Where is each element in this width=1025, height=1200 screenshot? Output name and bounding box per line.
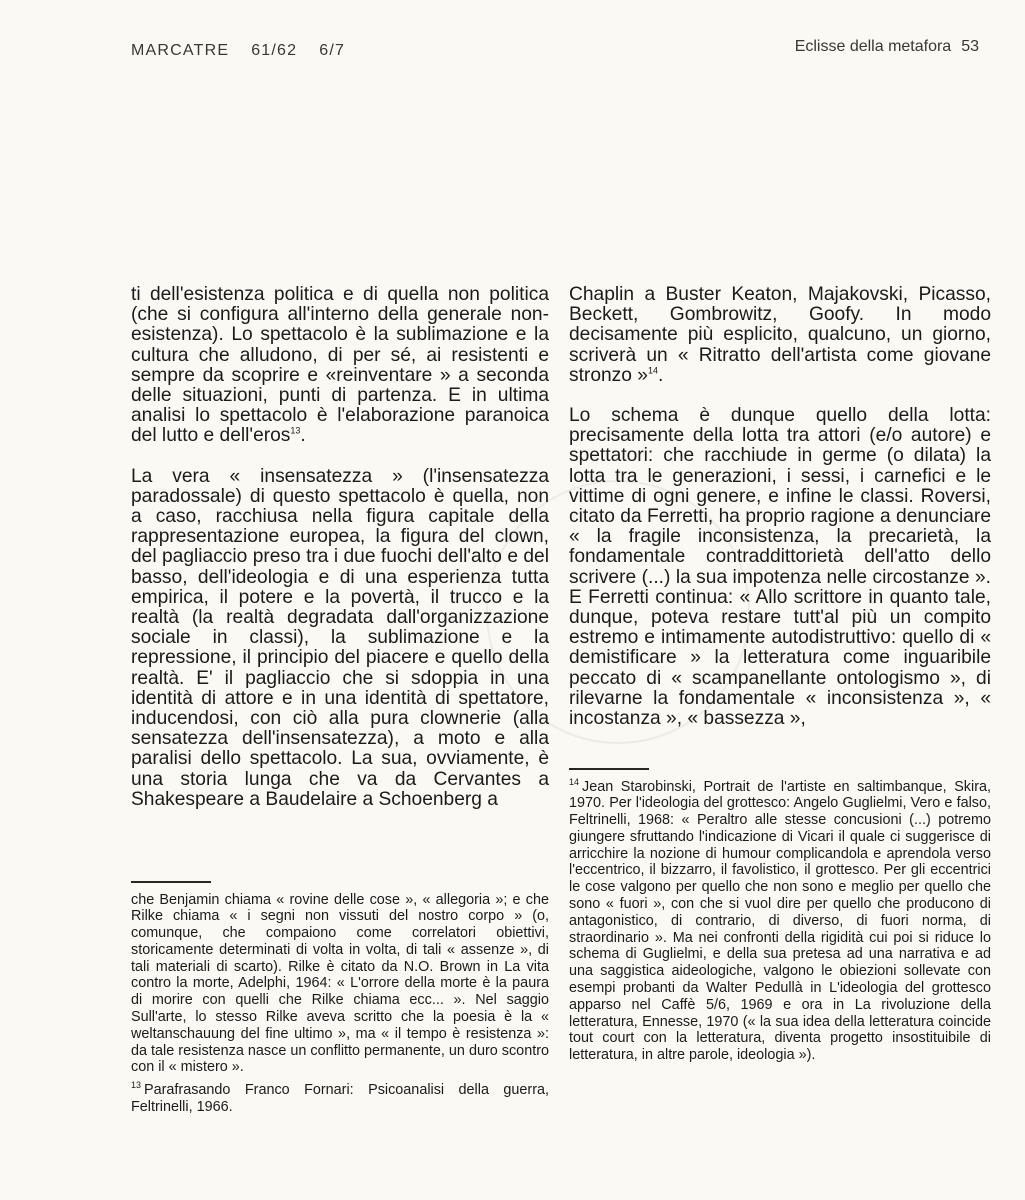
running-header-left <box>131 42 367 60</box>
section-title: Eclisse della metafora <box>794 38 952 55</box>
footnote-14: $^{14}$ Jean Starobinski, Portrait de l'artiste en saltimbanque, Skira, 1970. Per l'ideologia del grottesco: Angelo Guglielmi, Vero e falso, Feltrinelli, 1968: « Peraltro alle stesse concusioni (...) potremo giungere sfruttando l'indicazione di Vicari il quale ci suggerisce di arricchire la nozione di humour complicandola e aprendola verso l'eccentrico, il bizzarro, il favolistico, il grottesco. Per gli eccentrici le cose valgono per quello che non sono e meglio per quello che sono « fuori », con che si vuol dire per quello che producono di antagonistico, di contrario, di diverso, di fuori norma, di straordinario ». Ma nei confronti della rigidità cui poi si riduce lo schema di Guglielmi, e della sua pretesa ad una narrativa e ad una saggistica aideologiche, valgono le obiezioni sollevate con esempi probanti da Walter Pedullà in L'ideologia del grottesco apparso nel Caffè 5/6, 1969 e ora in La rivoluzione della letteratura, Ennesse, 1970 (« la sua idea della letteratura coincide tout court con la letteratura, diventa progetto insostituibile di letteratura, in altre parole, ideologia »). <box>569 776 991 1064</box>
note-ref: 14 <box>647 365 658 376</box>
footnote-continued: che Benjamin chiama « rovine delle cose », « allegoria »; e che Rilke chiama « i segni non vissuti del nostro corpo » (o, comunque, che compaiono come correlatori obiettivi, storicamente determinati di volta in volta, di tali « assenze », di tali materiali di scarto). Rilke è citato da N.O. Brown in La vita contro la morte, Adelphi, 1964: « L'orrore della morte è la paura di morire con quelli che Rilke chiama ecc... ». Nel saggio Sull'arte, lo stesso Rilke aveva scritto che la poesia è la « weltanschauung del fine ultimo », ma « il tempo è resistenza »: da tale resistenza nasce un conflitto permanente, un duro scontro con il « mistero ». <box>131 891 549 1076</box>
journal-title: MARCATRE <box>131 42 230 59</box>
running-header-right <box>795 38 979 56</box>
note-ref: 13 <box>290 426 301 437</box>
page-number: 53 <box>961 38 979 55</box>
paragraph: Lo schema è dunque quello della lotta: precisamente della lotta tra attori (e/o autore) e spettatori: che racchiude in germe (o dilata) la lotta tra le generazioni, i sessi, i carnefici e le vittime di ogni genere, e infine le classi. Roversi, citato da Ferretti, ha proprio ragione a denunciare « la fragile inconsistenza, la precarietà, la fondamentale contraddittorietà dell'atto dello scrivere (...) la sua impotenza nelle circostanze ». E Ferretti continua: « Allo scrittore in quanto tale, dunque, poteva restare tutt'al più un compito estremo e intimamente autodistruttivo: quello di « demistificare » la letteratura come inguaribile peccato di « scampanellante ontologismo », di rilevarne la fondamentale « inconsistenza », « incostanza », « bassezza », <box>569 405 991 730</box>
issue-range: 6/7 <box>319 42 346 59</box>
footnote-rule <box>131 881 211 883</box>
issue-number: 61/62 <box>251 42 298 59</box>
footnotes-right <box>569 768 991 1064</box>
paragraph: ti dell'esistenza politica e di quella non politica (che si configura all'interno della generale non-esistenza). Lo spettacolo è la sublimazione e la cultura che alludono, di per sé, ai resistenti e sempre da scoprire e «reinventare » a seconda delle situazioni, punti di partenza. E in ultima analisi lo spettacolo è l'elaborazione paranoica del lutto e dell'eros$^{13}$. <box>131 284 549 447</box>
left-column <box>131 285 549 810</box>
footnote-rule <box>569 768 649 770</box>
right-column <box>569 285 991 729</box>
paragraph: Chaplin a Buster Keaton, Majakovski, Picasso, Beckett, Gombrowitz, Goofy. In modo decisamente più esplicito, qualcuno, un giorno, scriverà un « Ritratto dell'artista come giovane stronzo »$^{14}$. <box>569 284 991 386</box>
footnote-13: $^{13}$ Parafrasando Franco Fornari: Psicoanalisi della guerra, Feltrinelli, 1966. <box>131 1080 549 1116</box>
paragraph: La vera « insensatezza » (l'insensatezza paradossale) di questo spettacolo è quella, non a caso, racchiusa nella figura capitale della rappresentazione europea, la figura del clown, del pagliaccio preso tra i due fuochi dell'alto e del basso, dell'ideologia e di una esperienza tutta empirica, il potere e la povertà, il trucco e la realtà (la realtà degradata dall'organizzazione sociale in classi), la sublimazione e la repressione, il principio del piacere e quello della realtà. E' il pagliaccio che si sdoppia in una identità di attore e in una identità di spettatore, inducendosi, con ciò alla pura clownerie (alla sensatezza dell'insensatezza), a moto e alla paralisi dello spettacolo. La sua, ovviamente, è una storia lunga che va da Cervantes a Shakespeare a Baudelaire a Schoenberg a <box>131 465 549 810</box>
footnotes-left <box>131 881 549 1116</box>
